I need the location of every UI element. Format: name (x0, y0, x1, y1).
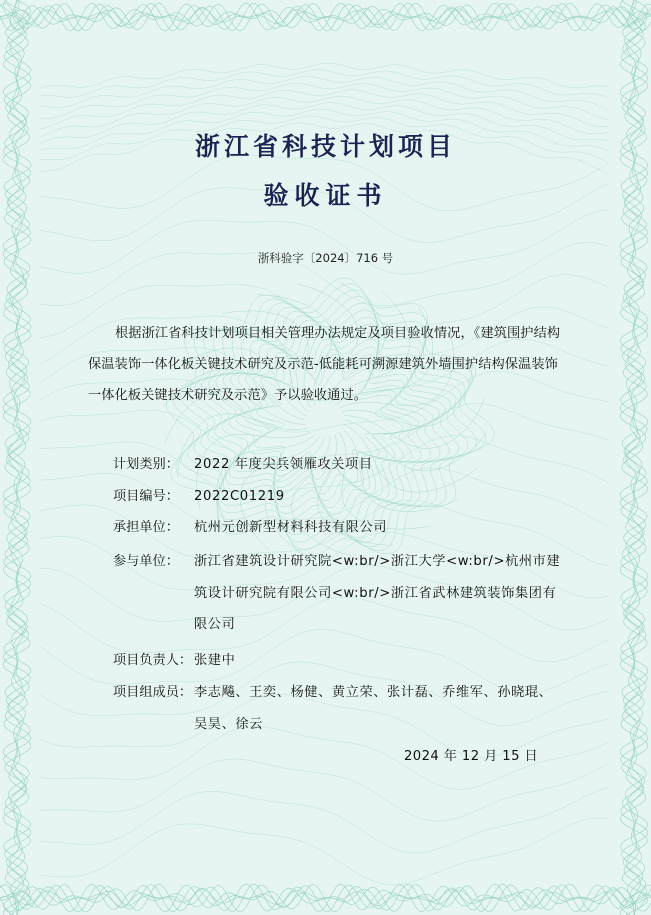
certificate-title: 浙江省科技计划项目 (194, 132, 456, 161)
field-value: 2022C01219 (194, 489, 285, 504)
field-label: 项目负责人： (113, 653, 193, 668)
field-value: 李志飚、王奕、杨健、黄立荣、张计磊、乔维军、孙晓琨、吴昊、徐云 (194, 685, 553, 732)
issue-date: 2024 年 12 月 15 日 (404, 749, 539, 764)
field-label: 计划类别： (113, 457, 179, 472)
field-label: 项目组成员： (113, 685, 193, 700)
field-value: 浙江省建筑设计研究院<w:br/>浙江大学<w:br/>杭州市建筑设计研究院有限公司<w:br/>浙江省武林建筑装饰集团有限公司 (194, 554, 561, 632)
field-value: 杭州元创新型材料科技有限公司 (194, 520, 388, 535)
certificate-subtitle: 验收证书 (263, 181, 388, 210)
field-label: 承担单位： (113, 520, 179, 535)
field-value: 2022 年度尖兵领雁攻关项目 (194, 457, 373, 472)
certificate-body-text: 根据浙江省科技计划项目相关管理办法规定及项目验收情况，《建筑围护结构保温装饰一体化板关键技术研究及示范-低能耗可溯源建筑外墙围护结构保温装饰一体化板关键技术研究及示范》予以验收通过。 (88, 326, 561, 403)
field-value: 张建中 (194, 653, 236, 668)
field-label: 项目编号： (113, 489, 179, 504)
field-label: 参与单位： (113, 554, 179, 569)
document-number: 浙科验字〔2024〕716 号 (257, 251, 394, 265)
